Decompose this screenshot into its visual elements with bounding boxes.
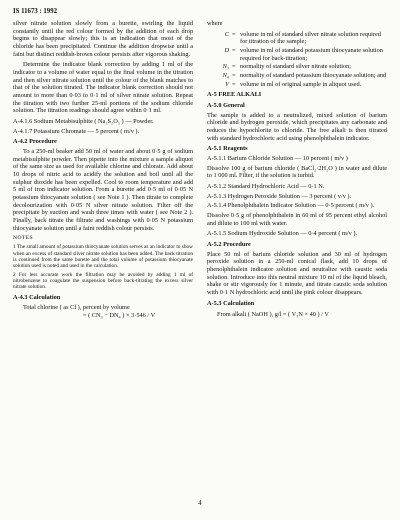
- procedure-text: Place 50 ml of barium chloride solution and 30 ml of hydrogen peroxide solution in a 250-ml conical flask, add 10 drops of phenolphthalein indicator solution and neutralize with caustic soda solution. Introduce into this neutral mixture 10 ml of the liquid bleach, shake or stir vigorously for 1 minute, and titrate caustic soda solution with 0·1 N hydrochloric acid until the pink colour disappears.: [207, 250, 387, 297]
- clause-a514: A-5.1.4 Phenolphthalein Indicator Solution — 0·5 percent ( m/v ).: [207, 202, 375, 210]
- where-label: where: [207, 20, 223, 27]
- definition-text: normality of standard silver nitrate solution;: [240, 63, 352, 71]
- section-heading: A-5.3 Calculation: [207, 299, 255, 307]
- definition-symbol: C: [224, 30, 229, 38]
- definition-item: C = volume in ml of standard silver nitrate solution required for titration of the sample;: [207, 31, 387, 46]
- general-text: The sample is added to a neutralized, mixed solution of barium chloride and hydrogen peroxide, which precipitates any carbonate and reduces the hypochlorite to chloride. The free alkali is then titrated with standard hydrochloric acid using phenolphthalein indicator.: [207, 111, 387, 142]
- definition-symbol: V: [225, 80, 229, 88]
- standard-number-header: IS 11673 : 1992: [13, 8, 57, 15]
- section-heading: A-5.2 Procedure: [207, 241, 251, 249]
- section-heading: A-4.3 Calculation: [13, 293, 61, 301]
- section-heading: A-4.2 Procedure: [13, 138, 57, 146]
- note-1: 1 The small amount of potassium thiocyanate solution serves as an indicator to show when an excess of standard silver nitrate solution has been added. The back titration is continued from the same burette and the total volume of potassium thiocyanate solution used is noted and used in the calculation.: [13, 244, 193, 270]
- right-column: [207, 20, 387, 321]
- section-heading: A-5 FREE ALKALI: [207, 91, 262, 99]
- clause-a416: A-4.1.6 Sodium Metabisulphite ( Na₂S₂O₅ ) — Powder.: [13, 118, 154, 126]
- clause-a515: A-5.1.5 Sodium Hydroxide Solution — 0·4 percent ( m/v ).: [207, 230, 358, 238]
- clause-text: Dissolve 0·5 g of phenolphthalein in 60 ml of 95 percent ethyl alcohol and dilute to 100 ml with water.: [207, 212, 387, 227]
- definition-text: volume in ml of standard potassium thiocyanate solution required for back-titration;: [240, 47, 383, 62]
- formula-expression: From alkali ( NaOH ), g/l = ( V₁N × 40 ) / V: [217, 310, 329, 318]
- definition-symbol: N₄: [222, 72, 229, 80]
- definition-item: N₄ = normality of standard potassium thiocyanate solution; and: [207, 72, 387, 80]
- note-2: 2 For less accurate work the filtration may be avoided by adding 1 ml of nitrobenzene to coagulate the suspension before back-titrating the excess silver nitrate solution.: [13, 271, 193, 291]
- definition-text: normality of standard potassium thiocyanate solution; and: [240, 72, 387, 80]
- clause-a513: A-5.1.3 Hydrogen Peroxide Solution — 3 percent ( v/v ).: [207, 192, 352, 200]
- notes-heading: NOTES: [13, 235, 34, 242]
- paragraph: silver nitrate solution slowly from a burette, swirling the liquid constantly until the red colour formed by the addition of each drop begins to disappear slowly; this is an indication that most of the chloride has been precipitated. Continue the addition dropwise until a faint but distinct reddish-brown colour persists after vigorous shaking.: [13, 20, 193, 58]
- paragraph: Determine the indicator blank correction by adding 1 ml of the indicator to a volume of water equal to the final volume in the titration and then silver nitrate solution until the colour of the blank matches to that of the solution titrated. The indicator blank correction should not amount to more than 0·03 to 0·1 ml of silver nitrate solution. Repeat the titration with two further 25-ml portions of the sodium chloride solution. The titration readings should agree within 0·1 ml.: [13, 61, 193, 115]
- page-number: 4: [198, 500, 202, 507]
- definition-item: N₃ = normality of standard silver nitrate solution;: [207, 63, 387, 71]
- section-heading: A-5.0 General: [207, 102, 245, 110]
- definition-list: [207, 31, 387, 89]
- section-heading: A-5.1 Reagents: [207, 145, 248, 153]
- formula-block: [23, 304, 193, 319]
- definition-symbol: N₃: [222, 63, 229, 71]
- clause-a511: A-5.1.1 Barium Chloride Solution — 10 percent ( m/v ): [207, 155, 348, 163]
- definition-item: D = volume in ml of standard potassium thiocyanate solution required for back-titration;: [207, 47, 387, 62]
- procedure-text: To a 250-ml beaker add 50 ml of water and about 0·5 g of sodium metabisulphite powder. Then pipette into the mixture a sample aliquot of the same size as used for available chlorine and chlorate. Add about 10 drops of nitric acid to acidify the solution and boil until all the sulphur dioxide has been expelled. Cool to room temperature and add 5 ml of iron indicator solution. From a burette add 0·5 ml of 0·05 N potassium thiocyanate solution ( see Note 1 ). Then titrate to complete decolourization with 0·05 N silver nitrate solution. Filter off the precipitate by suction and wash three times with water ( see Note 2 ). Finally, back titrate the filtrate and washings with 0·05 N potassium thiocyanate solution until a faint reddish colour persists.: [13, 148, 193, 232]
- definition-item: V = volume in ml of original sample in aliquot used.: [207, 81, 387, 89]
- clause-a417: A-4.1.7 Potassium Chromate — 5 percent ( m/v ).: [13, 127, 140, 135]
- formula-label: Total chlorine ( as Cl ), percent by volume: [23, 304, 130, 312]
- definition-text: volume in ml of original sample in aliquot used.: [240, 80, 362, 88]
- left-column: [13, 20, 193, 323]
- clause-a512: A-5.1.2 Standard Hydrochloric Acid — 0·1 N.: [207, 183, 325, 191]
- definition-symbol: D: [224, 47, 229, 55]
- formula-expression: = ( CN₃ − DN₄ ) × 3·546 / V: [83, 311, 156, 319]
- clause-text: Dissolve 100 g of barium chloride ( BaCl₂·2H₂O ) in water and dilute to 1 000 ml. Filter, if the solution is turbid.: [207, 164, 387, 180]
- notes-block: [13, 235, 193, 290]
- definition-text: volume in ml of standard silver nitrate solution required for titration of the sample;: [240, 30, 381, 46]
